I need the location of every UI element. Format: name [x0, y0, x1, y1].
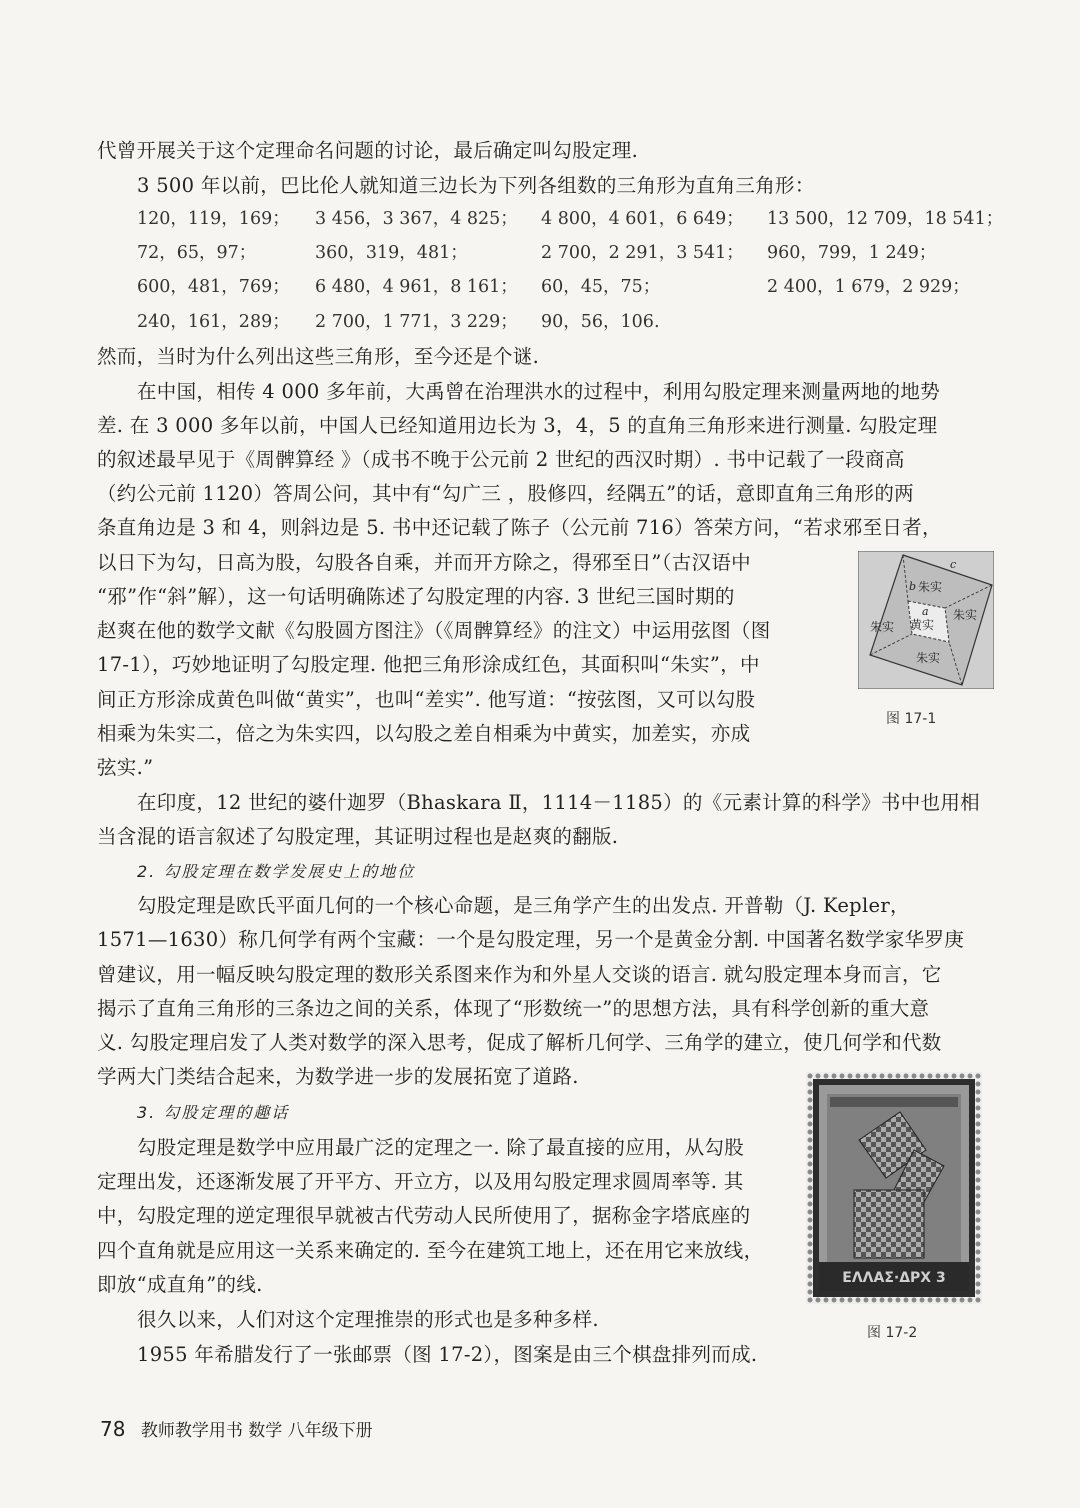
triple-cell: 120，119，169；	[137, 209, 290, 229]
text-line: 勾股定理是数学中应用最广泛的定理之一. 除了最直接的应用，从勾股	[137, 1136, 744, 1159]
label-zhushi-right: 朱实	[953, 608, 978, 622]
text-line: 中，勾股定理的逆定理很早就被古代劳动人民所使用了，据称金字塔底座的	[97, 1204, 751, 1227]
text-line: 勾股定理是欧氏平面几何的一个核心命题，是三角学产生的出发点. 开普勒（J. Kepler，	[137, 894, 910, 917]
text-line: 当含混的语言叙述了勾股定理，其证明过程也是赵爽的翻版.	[97, 825, 619, 848]
text-line: （约公元前 1120）答周公问，其中有“勾广三 ，股修四，经隅五”的话，意即直角三角形的两	[97, 482, 914, 505]
text-line: 条直角边是 3 和 4，则斜边是 5. 书中还记载了陈子（公元前 716）答荣方问，“若求邪至日者，	[97, 516, 942, 539]
text-line: 3 500 年以前，巴比伦人就知道三边长为下列各组数的三角形为直角三角形：	[137, 174, 815, 197]
text-line: 在印度，12 世纪的婆什迦罗（Bhaskara Ⅱ，1114－1185）的《元素计算的科学》书中也用相	[137, 791, 980, 814]
section-heading: 2. 勾股定理在数学发展史上的地位	[137, 862, 416, 881]
label-zhushi-left: 朱实	[870, 620, 895, 634]
text-line: 定理出发，还逐渐发展了开平方、开立方，以及用勾股定理求圆周率等. 其	[97, 1170, 744, 1193]
figure-caption: 图 17-1	[886, 711, 937, 727]
text-line: 相乘为朱实二，倍之为朱实四，以勾股之差自相乘为中黄实，加差实，亦成	[97, 722, 751, 745]
text-line: 揭示了直角三角形的三条边之间的关系，体现了“形数统一”的思想方法，具有科学创新的重大意	[97, 997, 930, 1020]
triple-cell: 90，56，106.	[541, 312, 660, 332]
text-line: 17-1），巧妙地证明了勾股定理. 他把三角形涂成红色，其面积叫“朱实”，中	[97, 653, 760, 676]
text-line: 赵爽在他的数学文献《勾股圆方图注》（《周髀算经》的注文）中运用弦图（图	[97, 619, 771, 642]
text-line: 间正方形涂成黄色叫做“黄实”，也叫“差实”. 他写道：“按弦图，又可以勾股	[97, 688, 756, 711]
text-line: 即放“成直角”的线.	[97, 1273, 263, 1296]
greek-stamp-image	[806, 1072, 982, 1304]
text-line: 义. 勾股定理启发了人类对数学的深入思考，促成了解析几何学、三角学的建立，使几何学和代数	[97, 1031, 942, 1054]
text-line: 四个直角就是应用这一关系来确定的. 至今在建筑工地上，还在用它来放线，	[97, 1239, 764, 1262]
text-line: 然而，当时为什么列出这些三角形，至今还是个谜.	[97, 345, 540, 368]
triple-cell: 72，65，97；	[137, 243, 257, 263]
label-c: c	[950, 558, 957, 571]
triple-cell: 2 400，1 679，2 929；	[767, 277, 970, 297]
text-line: 的叙述最早见于《周髀算经 》（成书不晚于公元前 2 世纪的西汉时期）. 书中记载了一段商高	[97, 448, 905, 471]
text-line: 以日下为勾，日高为股，勾股各自乘，并而开方除之，得邪至日”（古汉语中	[97, 551, 751, 574]
triple-cell: 60，45，75；	[541, 277, 661, 297]
label-huangshi: 黄实	[910, 618, 935, 632]
section-heading: 3. 勾股定理的趣话	[137, 1103, 290, 1122]
triple-cell: 360，319，481；	[315, 243, 468, 263]
triple-cell: 240，161，289；	[137, 312, 290, 332]
label-a: a	[922, 605, 929, 618]
label-zhushi-top: 朱实	[918, 580, 943, 594]
text-line: 1955 年希腊发行了一张邮票（图 17-2），图案是由三个棋盘排列而成.	[137, 1343, 758, 1366]
text-line: 1571—1630）称几何学有两个宝藏：一个是勾股定理，另一个是黄金分割. 中国著名数学家华罗庚	[97, 928, 965, 951]
text-line: 在中国，相传 4 000 多年前，大禹曾在治理洪水的过程中，利用勾股定理来测量两地的地势	[137, 380, 940, 403]
triple-cell: 13 500，12 709，18 541；	[767, 209, 1004, 229]
triple-cell: 3 456，3 367，4 825；	[315, 209, 518, 229]
book-title: 教师教学用书 数学 八年级下册	[140, 1421, 373, 1441]
figure-caption: 图 17-2	[867, 1325, 918, 1341]
text-line: 很久以来，人们对这个定理推崇的形式也是多种多样.	[137, 1308, 599, 1331]
text-line: 代曾开展关于这个定理命名问题的讨论，最后确定叫勾股定理.	[97, 139, 639, 162]
hypotenuse-diagram	[858, 551, 994, 689]
triple-cell: 2 700，1 771，3 229；	[315, 312, 518, 332]
triple-cell: 600，481，769；	[137, 277, 290, 297]
stamp-text: ΕΛΛΑΣ·ΔΡΧ 3	[842, 1270, 946, 1286]
text-line: 学两大门类结合起来，为数学进一步的发展拓宽了道路.	[97, 1065, 579, 1088]
text-line: 曾建议，用一幅反映勾股定理的数形关系图来作为和外星人交谈的语言. 就勾股定理本身而言，它	[97, 963, 942, 986]
triple-cell: 2 700，2 291，3 541；	[541, 243, 744, 263]
triple-cell: 6 480，4 961，8 161；	[315, 277, 518, 297]
text-line: 差. 在 3 000 多年以前，中国人已经知道用边长为 3，4，5 的直角三角形来进行测量. 勾股定理	[97, 414, 938, 437]
triple-cell: 960，799，1 249；	[767, 243, 937, 263]
text-line: 弦实.”	[97, 756, 154, 779]
label-b: b	[909, 580, 917, 593]
page-footer	[100, 1416, 373, 1441]
page-number: 78	[100, 1417, 126, 1441]
triple-cell: 4 800，4 601，6 649；	[541, 209, 744, 229]
text-line: “邪”作“斜”解），这一句话明确陈述了勾股定理的内容. 3 世纪三国时期的	[97, 585, 735, 608]
label-zhushi-bottom: 朱实	[916, 651, 941, 665]
